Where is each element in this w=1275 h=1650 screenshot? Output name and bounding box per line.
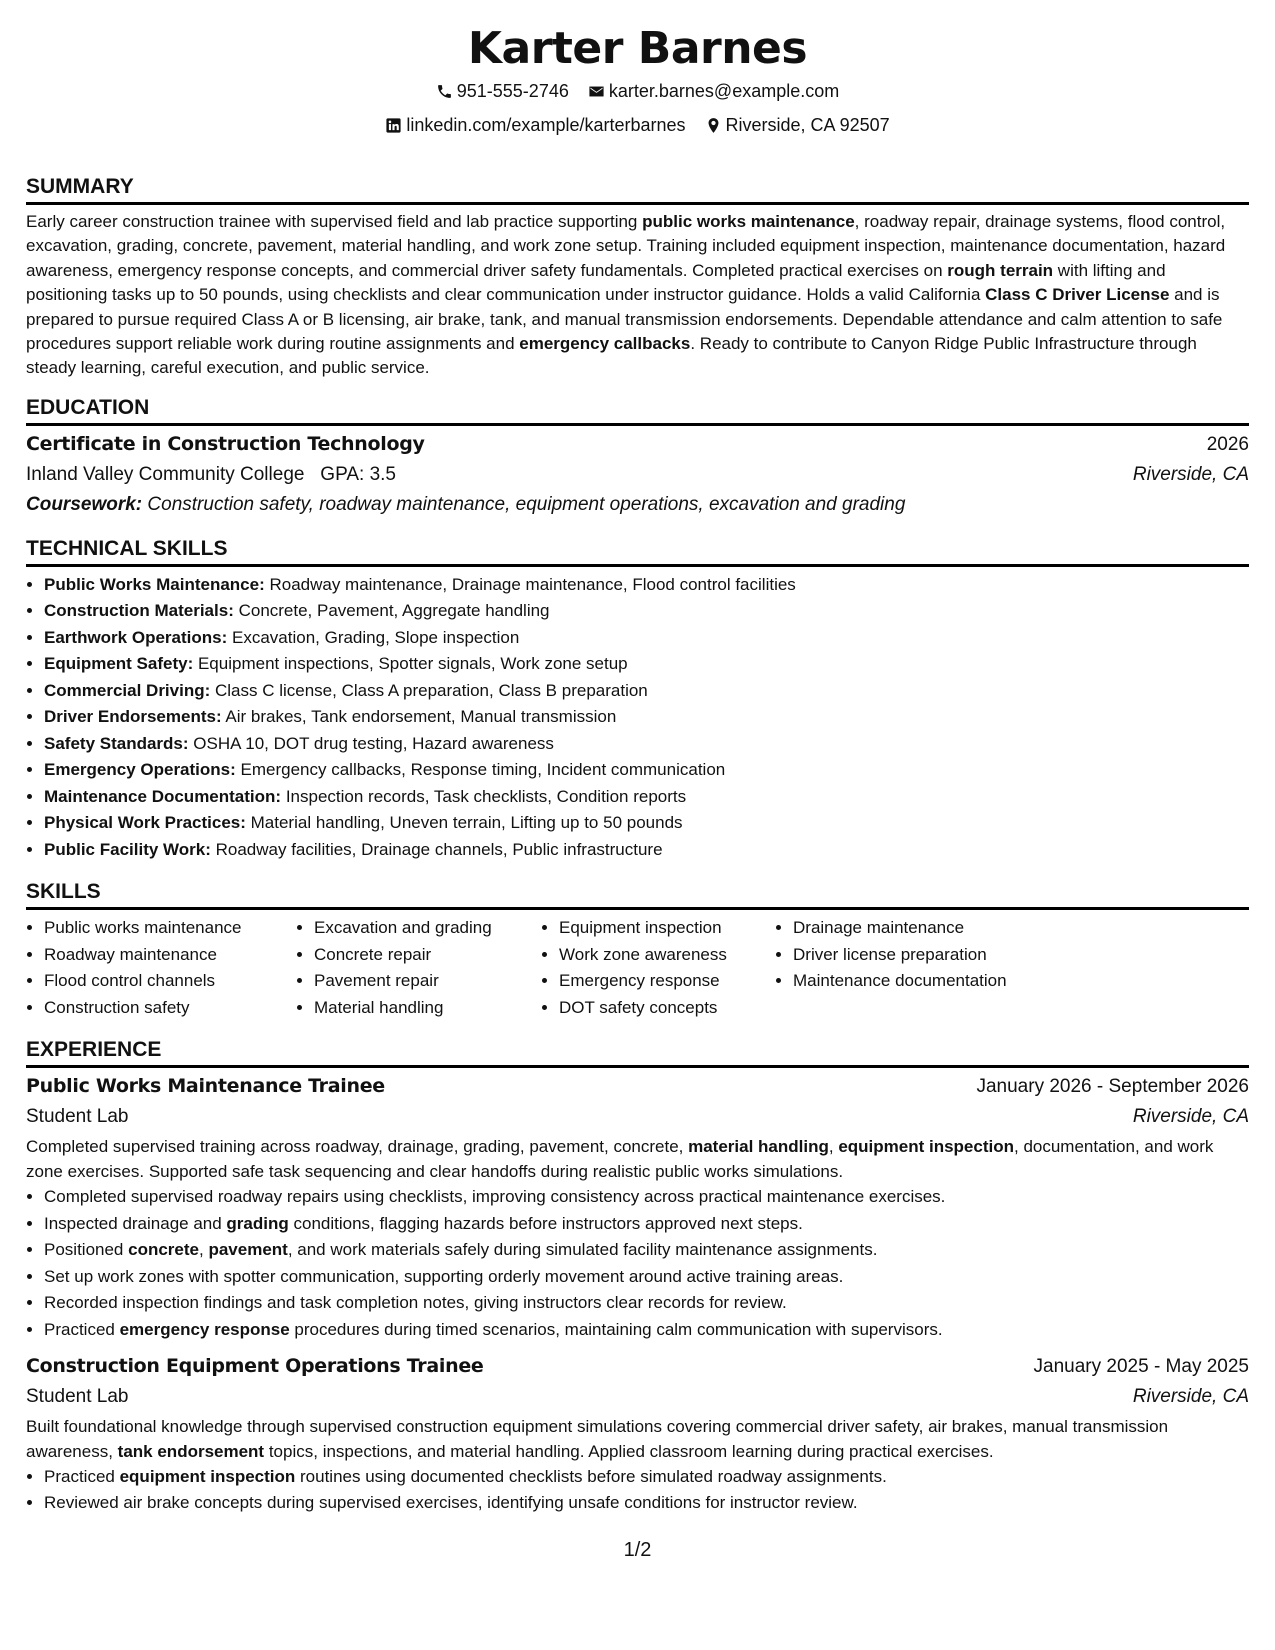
gpa: GPA: 3.5 bbox=[320, 463, 396, 485]
school-location: Riverside, CA bbox=[1132, 463, 1249, 485]
list-item: • Excavation and grading bbox=[314, 915, 541, 942]
job-subheader bbox=[26, 1102, 1249, 1132]
list-item bbox=[44, 625, 1249, 652]
list-item: • Reviewed air brake concepts during supervised exercises, identifying unsafe conditions for instructor review. bbox=[44, 1490, 1249, 1517]
email-link[interactable]: karter.barnes@example.com bbox=[608, 81, 840, 101]
location-text: Riverside, CA 92507 bbox=[725, 115, 890, 135]
list-item bbox=[44, 651, 1249, 678]
list-item bbox=[44, 757, 1249, 784]
list-item: • Emergency response bbox=[559, 968, 775, 995]
skills-column bbox=[775, 915, 1093, 1021]
job-bullets bbox=[26, 1184, 1249, 1343]
education-row-2 bbox=[26, 460, 1249, 490]
skill-label: Emergency Operations: bbox=[44, 760, 236, 780]
email-item[interactable] bbox=[588, 76, 839, 107]
text-span: conditions, flagging hazards before instructors approved next steps. bbox=[288, 1213, 803, 1233]
job-header bbox=[26, 1071, 1249, 1102]
resume-page bbox=[26, 0, 1249, 1517]
text-span: , documentation, and work zone exercises. Supported safe task sequencing and clear handoffs during realistic public works simulations. bbox=[26, 1137, 1214, 1181]
summary-bold: public works maintenance bbox=[642, 212, 855, 231]
summary-span: Early career construction trainee with supervised field and lab practice supporting bbox=[26, 212, 643, 231]
linkedin-link[interactable]: linkedin.com/example/karterbarnes bbox=[406, 115, 686, 135]
skill-label: Public Facility Work: bbox=[44, 839, 211, 859]
list-item: • Construction safety bbox=[44, 995, 296, 1022]
text-span: routines using documented checklists before simulated roadway assignments. bbox=[295, 1466, 887, 1486]
education-row-1 bbox=[26, 429, 1249, 460]
list-item: • Driver license preparation bbox=[793, 942, 1093, 969]
skill-text: Material handling, Uneven terrain, Lifting up to 50 pounds bbox=[245, 813, 683, 833]
skill-text: Excavation, Grading, Slope inspection bbox=[227, 627, 520, 647]
list-item bbox=[44, 678, 1249, 705]
list-item bbox=[44, 572, 1249, 599]
linkedin-icon bbox=[385, 117, 402, 134]
coursework bbox=[26, 490, 1249, 520]
bold-span: equipment inspection bbox=[119, 1466, 296, 1486]
summary-bold: emergency callbacks bbox=[519, 334, 691, 354]
job-subheader bbox=[26, 1382, 1249, 1412]
text-span: Practiced bbox=[44, 1319, 120, 1339]
bold-span: material handling bbox=[688, 1137, 829, 1157]
text-span: , and work materials safely during simulated facility maintenance assignments. bbox=[287, 1240, 878, 1260]
text-span: Inspected drainage and bbox=[44, 1213, 227, 1233]
skill-text: Roadway maintenance, Drainage maintenance, Flood control facilities bbox=[264, 574, 796, 594]
technical-skills-heading: TECHNICAL SKILLS bbox=[26, 536, 1249, 567]
skill-label: Equipment Safety: bbox=[44, 654, 194, 674]
skill-label: Maintenance Documentation: bbox=[44, 786, 282, 806]
list-item: • Pavement repair bbox=[314, 968, 541, 995]
phone-icon bbox=[436, 83, 453, 100]
skill-text: Emergency callbacks, Response timing, Incident communication bbox=[235, 760, 726, 780]
summary-span: . Ready to contribute to Canyon Ridge Public Infrastructure through steady learning, careful execution, and public service. bbox=[26, 334, 1197, 378]
skill-label: Construction Materials: bbox=[44, 601, 234, 621]
phone-text: 951-555-2746 bbox=[456, 81, 569, 101]
bold-span: pavement bbox=[208, 1240, 288, 1260]
job-bullets bbox=[26, 1464, 1249, 1517]
contact-line-2 bbox=[26, 110, 1249, 144]
list-item bbox=[44, 1211, 1249, 1238]
list-item: • DOT safety concepts bbox=[559, 995, 775, 1022]
job-dates: January 2025 - May 2025 bbox=[1033, 1356, 1249, 1378]
list-item: • Drainage maintenance bbox=[793, 915, 1093, 942]
graduation-year: 2026 bbox=[1206, 433, 1249, 455]
skill-text: Concrete, Pavement, Aggregate handling bbox=[233, 601, 550, 621]
skills-section bbox=[26, 879, 1249, 1021]
map-pin-icon bbox=[705, 117, 722, 134]
coursework-label: Coursework: bbox=[26, 493, 143, 515]
coursework-text: Construction safety, roadway maintenance, equipment operations, excavation and grading bbox=[142, 493, 906, 515]
skill-text: Air brakes, Tank endorsement, Manual transmission bbox=[221, 707, 617, 727]
summary-section bbox=[26, 174, 1249, 381]
school-line bbox=[26, 460, 396, 490]
list-item bbox=[44, 731, 1249, 758]
list-item bbox=[44, 784, 1249, 811]
job-entry bbox=[26, 1351, 1249, 1517]
text-span: Practiced bbox=[44, 1466, 120, 1486]
experience-heading: EXPERIENCE bbox=[26, 1037, 1249, 1068]
envelope-icon bbox=[588, 83, 605, 100]
job-summary bbox=[26, 1415, 1249, 1464]
job-org: Student Lab bbox=[26, 1106, 129, 1128]
job-summary bbox=[26, 1135, 1249, 1184]
skill-label: Driver Endorsements: bbox=[44, 707, 222, 727]
job-org: Student Lab bbox=[26, 1386, 129, 1408]
location-item bbox=[705, 110, 890, 141]
list-item: • Roadway maintenance bbox=[44, 942, 296, 969]
text-span: Completed supervised training across roadway, drainage, grading, pavement, concrete, bbox=[26, 1137, 689, 1157]
experience-section bbox=[26, 1037, 1249, 1517]
text-span: , bbox=[199, 1240, 209, 1260]
bold-span: tank endorsement bbox=[117, 1441, 265, 1461]
candidate-name: Karter Barnes bbox=[467, 23, 808, 74]
job-entry bbox=[26, 1071, 1249, 1343]
list-item: • Recorded inspection findings and task completion notes, giving instructors clear records for review. bbox=[44, 1290, 1249, 1317]
job-title: Public Works Maintenance Trainee bbox=[26, 1075, 385, 1098]
skill-label: Public Works Maintenance: bbox=[44, 574, 265, 594]
education-heading: EDUCATION bbox=[26, 395, 1249, 426]
list-item bbox=[44, 810, 1249, 837]
text-span: , bbox=[828, 1137, 839, 1157]
text-span: Built foundational knowledge through supervised construction equipment simulations covering commercial driver safety, air brakes, manual transmission awareness, bbox=[26, 1417, 1169, 1461]
skill-label: Earthwork Operations: bbox=[44, 627, 228, 647]
summary-span: , roadway repair, drainage systems, flood control, excavation, grading, concrete, pavement, material handling, and work zone setup. Training included equipment inspection, maintenance documentation, hazard awareness, emergency response concepts, and commercial driver safety fundamentals. Completed practical exercises on bbox=[26, 212, 1226, 280]
skill-text: Class C license, Class A preparation, Class B preparation bbox=[210, 680, 648, 700]
linkedin-item[interactable] bbox=[385, 110, 685, 141]
list-item bbox=[44, 704, 1249, 731]
list-item: • Maintenance documentation bbox=[793, 968, 1093, 995]
text-span: procedures during timed scenarios, maintaining calm communication with supervisors. bbox=[289, 1319, 943, 1339]
technical-skills-list bbox=[26, 572, 1249, 864]
skills-column bbox=[541, 915, 775, 1021]
job-location: Riverside, CA bbox=[1132, 1386, 1249, 1408]
bold-span: grading bbox=[226, 1213, 289, 1233]
skill-label: Physical Work Practices: bbox=[44, 813, 246, 833]
bold-span: equipment inspection bbox=[838, 1137, 1014, 1157]
list-item: • Flood control channels bbox=[44, 968, 296, 995]
text-span: topics, inspections, and material handling. Applied classroom learning during practical exercises. bbox=[264, 1441, 994, 1461]
list-item: • Equipment inspection bbox=[559, 915, 775, 942]
page-number: 1/2 bbox=[623, 1539, 652, 1561]
list-item: • Completed supervised roadway repairs using checklists, improving consistency across practical maintenance exercises. bbox=[44, 1184, 1249, 1211]
school-name: Inland Valley Community College bbox=[26, 463, 305, 485]
skill-label: Commercial Driving: bbox=[44, 680, 211, 700]
skill-text: Roadway facilities, Drainage channels, Public infrastructure bbox=[210, 839, 663, 859]
bold-span: emergency response bbox=[119, 1319, 290, 1339]
summary-text bbox=[26, 210, 1249, 381]
skill-label: Safety Standards: bbox=[44, 733, 189, 753]
job-dates: January 2026 - September 2026 bbox=[976, 1076, 1249, 1098]
job-location: Riverside, CA bbox=[1132, 1106, 1249, 1128]
list-item bbox=[44, 1237, 1249, 1264]
text-span: Positioned bbox=[44, 1240, 129, 1260]
list-item: • Work zone awareness bbox=[559, 942, 775, 969]
skill-text: Inspection records, Task checklists, Condition reports bbox=[281, 786, 687, 806]
technical-skills-section bbox=[26, 536, 1249, 864]
job-title: Construction Equipment Operations Trainee bbox=[26, 1355, 484, 1378]
summary-heading: SUMMARY bbox=[26, 174, 1249, 205]
list-item: • Set up work zones with spotter communication, supporting orderly movement around active training areas. bbox=[44, 1264, 1249, 1291]
skills-grid bbox=[26, 915, 1249, 1021]
contact-line-1 bbox=[26, 76, 1249, 110]
list-item bbox=[44, 598, 1249, 625]
phone-item bbox=[436, 76, 569, 107]
bold-span: concrete bbox=[128, 1240, 199, 1260]
list-item: • Material handling bbox=[314, 995, 541, 1022]
skill-text: Equipment inspections, Spotter signals, Work zone setup bbox=[193, 654, 628, 674]
list-item bbox=[44, 1317, 1249, 1344]
skills-heading: SKILLS bbox=[26, 879, 1249, 910]
list-item bbox=[44, 1464, 1249, 1491]
summary-bold: Class C Driver License bbox=[985, 285, 1170, 305]
skills-column bbox=[296, 915, 541, 1021]
summary-bold: rough terrain bbox=[947, 260, 1054, 280]
list-item bbox=[44, 837, 1249, 864]
list-item: • Concrete repair bbox=[314, 942, 541, 969]
job-header bbox=[26, 1351, 1249, 1382]
summary-span: with lifting and positioning tasks up to 50 pounds, using checklists and clear communication under instructor guidance. Holds a valid California bbox=[26, 260, 1166, 305]
degree: Certificate in Construction Technology bbox=[26, 432, 425, 455]
skills-column bbox=[26, 915, 296, 1021]
summary-span: and is prepared to pursue required Class A or B licensing, air brake, tank, and manual transmission endorsements. Dependable attendance and calm attention to safe procedures support reliable work during routine assignments and bbox=[26, 285, 1223, 354]
list-item: • Public works maintenance bbox=[44, 915, 296, 942]
skill-text: OSHA 10, DOT drug testing, Hazard awareness bbox=[188, 733, 554, 753]
education-section bbox=[26, 395, 1249, 520]
